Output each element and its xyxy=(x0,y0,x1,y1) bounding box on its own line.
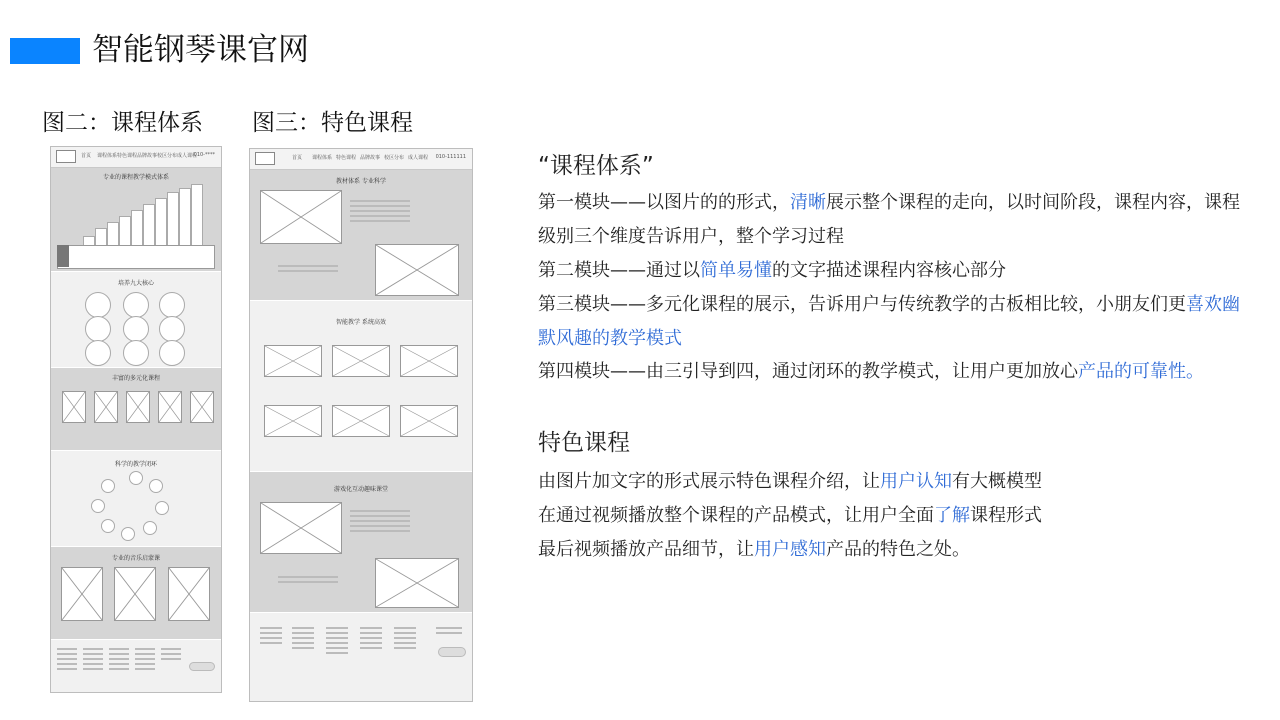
text: 在通过视频播放整个课程的产品模式，让用户全面 xyxy=(538,505,934,526)
paragraph-module-4 xyxy=(538,355,1248,389)
nav-item: 首页 xyxy=(81,153,92,159)
logo-placeholder xyxy=(255,152,275,165)
text: 第一模块——以图片的的形式， xyxy=(538,192,790,213)
text: 由图片加文字的形式展示特色课程介绍，让 xyxy=(538,471,880,492)
paragraph-feature-2 xyxy=(538,499,1248,533)
section-title: 教材体系 专业科学 xyxy=(336,178,386,185)
wireframe-nav xyxy=(250,149,472,170)
section-title: 专业的音乐启蒙课 xyxy=(111,555,160,562)
text: 第二模块——通过以 xyxy=(538,260,700,281)
section-course-model xyxy=(51,168,221,271)
nav-item: 校区分布 xyxy=(384,155,405,161)
nav-item: 首页 xyxy=(292,155,303,161)
text: 最后视频播放产品细节，让 xyxy=(538,539,754,560)
section-nine-cores xyxy=(51,272,221,367)
section-smart-teaching xyxy=(250,301,472,471)
logo-placeholder xyxy=(56,150,76,163)
phone-number: 010-**** xyxy=(193,152,215,158)
section-title: 专业的课程教学模式体系 xyxy=(102,174,169,181)
highlight-text: 简单易懂 xyxy=(700,260,772,281)
highlight-text: 用户认知 xyxy=(880,471,952,492)
section-diverse-courses xyxy=(51,368,221,450)
section-heading-feature-courses: 特色课程 xyxy=(538,430,630,456)
figure-2-caption: 图二：课程体系 xyxy=(42,110,203,136)
nav-item: 课程体系 xyxy=(312,155,333,161)
phone-number: 010-111111 xyxy=(435,154,466,160)
section-music-enlightenment xyxy=(51,547,221,639)
paragraph-feature-1 xyxy=(538,465,1248,499)
section-title: 科学的教学闭环 xyxy=(114,461,157,468)
text: 第四模块——由三引导到四，通过闭环的教学模式，让用户更加放心 xyxy=(538,361,1078,382)
text: 第三模块——多元化课程的展示，告诉用户与传统教学的古板相比较，小朋友们更 xyxy=(538,294,1186,315)
nav-item: 特色课程 xyxy=(117,153,138,159)
wireframe-course-system xyxy=(50,146,222,693)
highlight-text: 用户感知 xyxy=(754,539,826,560)
paragraph-module-1 xyxy=(538,186,1248,254)
highlight-text: 产品的可靠性 xyxy=(1078,361,1186,382)
nav-item: 品牌故事 xyxy=(360,155,381,161)
text: 的文字描述课程内容核心部分 xyxy=(772,260,1006,281)
nav-item: 特色课程 xyxy=(336,155,357,161)
section-interactive-class xyxy=(250,472,472,612)
paragraph-feature-3 xyxy=(538,533,1248,567)
text: 有大概模型 xyxy=(952,471,1042,492)
nav-item: 品牌故事 xyxy=(137,153,158,159)
highlight-text: 喜欢幽默风趣的教学模式 xyxy=(538,294,1240,349)
text: 展示整个课程的走向，以时间阶段，课程内容，课程级别三个维度告诉用户，整个学习过程 xyxy=(538,192,1240,247)
wireframe-footer xyxy=(250,613,472,701)
paragraph-module-3 xyxy=(538,288,1248,356)
wireframe-footer xyxy=(51,640,221,692)
nav-item: 成人课程 xyxy=(408,155,429,161)
section-title: 培养九大核心 xyxy=(117,280,154,287)
section-teaching-loop xyxy=(51,451,221,546)
section-title: 智能教学 系统高效 xyxy=(336,319,386,326)
nav-item: 校区分布 xyxy=(157,153,178,159)
nav-item: 课程体系 xyxy=(97,153,118,159)
paragraph-module-2 xyxy=(538,254,1248,288)
nav-item: 成人课程 xyxy=(177,153,198,159)
highlight-text: 了解 xyxy=(934,505,970,526)
text: 课程形式 xyxy=(970,505,1042,526)
section-title: 丰富的多元化课程 xyxy=(111,375,160,382)
page-title: 智能钢琴课官网 xyxy=(92,32,309,68)
text: 产品的特色之处。 xyxy=(826,539,970,560)
wireframe-feature-courses xyxy=(249,148,473,702)
figure-3-caption: 图三：特色课程 xyxy=(252,110,413,136)
highlight-text: 清晰 xyxy=(790,192,826,213)
text: 。 xyxy=(1186,361,1204,382)
section-textbook xyxy=(250,170,472,300)
section-heading-course-system: “课程体系” xyxy=(538,153,654,179)
title-accent-bar xyxy=(10,38,80,64)
section-title: 游戏化互动趣味课堂 xyxy=(333,486,388,493)
wireframe-nav xyxy=(51,147,221,168)
